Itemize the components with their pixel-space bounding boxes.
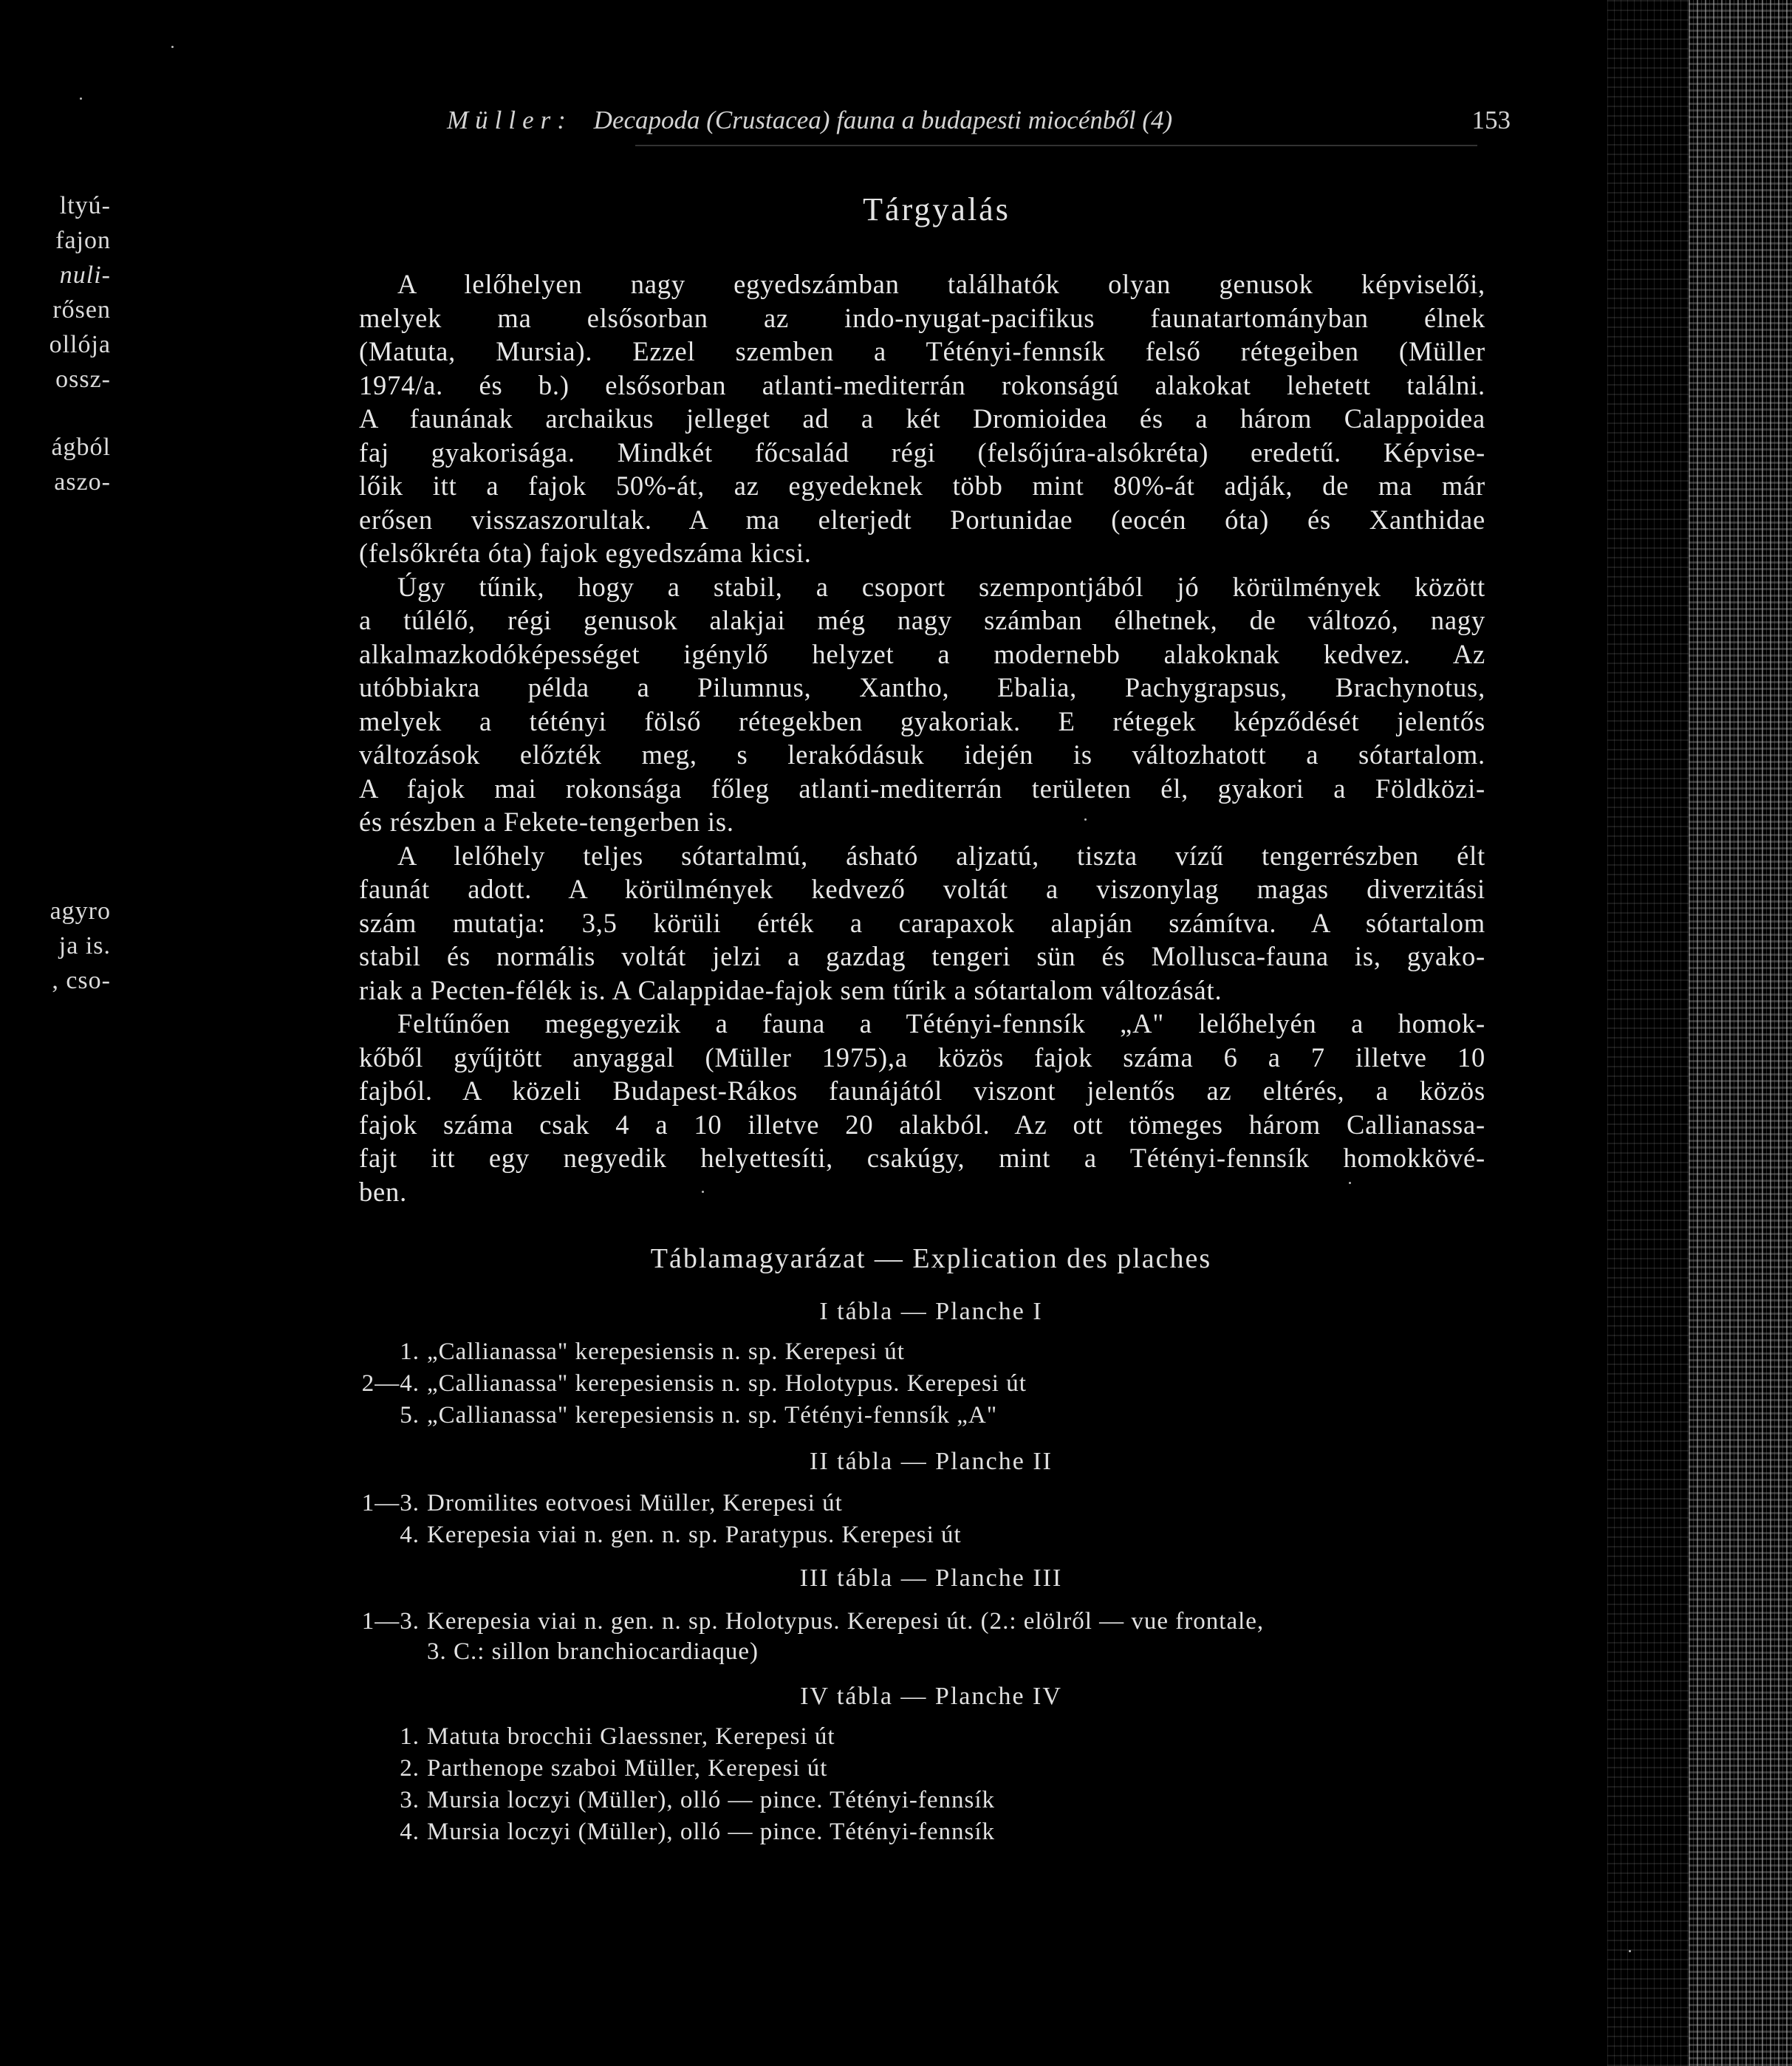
figure-caption: Matuta brocchii Glaessner, Kerepesi út <box>427 1723 835 1750</box>
running-header <box>447 106 1511 147</box>
text-line: stabil és normális voltát jelzi a gazdag tengeri sün és Mollusca-fauna is, gyako- <box>359 941 1485 971</box>
fragment: fajon <box>55 227 111 254</box>
scan-edge-fade <box>1607 0 1689 2066</box>
figure-caption: Mursia loczyi (Müller), olló — pince. Tétényi-fennsík <box>427 1787 996 1813</box>
scan-speck <box>1629 1950 1631 1952</box>
plate-caption-line <box>318 1819 995 1846</box>
plate-caption-line <box>318 1370 1027 1398</box>
figure-caption: Parthenope szaboi Müller, Kerepesi út <box>427 1755 828 1782</box>
fragment: ollója <box>49 331 111 358</box>
figure-number: 2—4. <box>361 1370 420 1397</box>
text-line: A lelőhely teljes sótartalmú, ásható aljzatú, tiszta vízű tengerrészben élt <box>397 840 1485 871</box>
plate-caption-line <box>318 1723 835 1751</box>
figure-number: 1—3. <box>361 1608 420 1635</box>
plate-heading <box>0 1564 1792 1593</box>
text-line: és részben a Fekete-tengerben is. <box>359 807 734 837</box>
text-line: fajok száma csak 4 a 10 illetve 20 alakból. Az ott tömeges három Callianassa- <box>359 1109 1485 1140</box>
text-line: melyek ma elsősorban az indo-nyugat-pacifikus faunatartományban élnek <box>359 302 1485 333</box>
scan-speck <box>80 98 82 100</box>
left-page-fragments <box>0 0 111 2066</box>
plate-heading-text: III tábla — Planche III <box>799 1564 1063 1592</box>
plate-heading-text: II tábla — Planche II <box>810 1448 1053 1475</box>
fragment: nuli- <box>59 261 111 289</box>
scan-speck <box>1349 1182 1351 1184</box>
fragment: , cso- <box>52 967 111 994</box>
fragment: ossz- <box>55 366 111 393</box>
plate-heading-text: IV tábla — Planche IV <box>800 1683 1062 1710</box>
text-line: fajt itt egy negyedik helyettesíti, csakúgy, mint a Tétényi-fennsík homokkövé- <box>359 1143 1485 1173</box>
plate-caption-line <box>318 1522 962 1549</box>
fragment: ja is. <box>58 932 111 960</box>
text-line: lőik itt a fajok 50%-át, az egyedeknek több mint 80%-át adják, de ma már <box>359 471 1485 501</box>
text-line: (Matuta, Mursia). Ezzel szemben a Tétényi-fennsík felső rétegeiben (Müller <box>359 336 1485 366</box>
plate-caption-line <box>318 1402 997 1429</box>
plate-heading <box>0 1448 1792 1476</box>
scan-speck <box>702 1191 704 1193</box>
text-line: ben. <box>359 1176 408 1207</box>
figure-number: 1—3. <box>361 1490 420 1516</box>
figure-caption: Kerepesia viai n. gen. n. sp. Paratypus. Kerepesi út <box>427 1522 962 1548</box>
text-line: erősen visszaszorultak. A ma elterjedt Portunidae (eocén óta) és Xanthidae <box>359 504 1485 535</box>
figure-caption: Dromilites eotvoesi Müller, Kerepesi út <box>427 1490 843 1516</box>
plates-title-text: Táblamagyarázat — Explication des plaches <box>650 1243 1212 1274</box>
figure-caption: Kerepesia viai n. gen. n. sp. Holotypus. Kerepesi út. (2.: elölről — vue frontale, <box>427 1608 1265 1635</box>
text-line: riak a Pecten-félék is. A Calappidae-fajok sem tűrik a sótartalom változását. <box>359 974 1222 1005</box>
header-author: Müller: <box>447 106 572 134</box>
body-text <box>359 267 1485 1208</box>
plate-caption-line <box>318 1638 759 1666</box>
figure-number: 4. <box>400 1819 420 1845</box>
plate-caption-line <box>318 1608 1264 1635</box>
figure-caption: 3. C.: sillon branchiocardiaque) <box>427 1638 759 1665</box>
plate-heading <box>0 1298 1792 1326</box>
header-title: Decapoda (Crustacea) fauna a budapesti miocénből (4) <box>593 106 1173 134</box>
text-line: fajból. A közeli Budapest-Rákos faunájától viszont jelentős az eltérés, a közös <box>359 1075 1485 1106</box>
section-title-text: Tárgyalás <box>863 191 1010 228</box>
text-line: Úgy tűnik, hogy a stabil, a csoport szempontjából jó körülmények között <box>397 571 1485 602</box>
text-line: faj gyakorisága. Mindkét főcsalád régi (felsőjúra-alsókréta) eredetű. Képvise- <box>359 437 1485 468</box>
text-line: A lelőhelyen nagy egyedszámban találhatók olyan genusok képviselői, <box>397 269 1485 299</box>
fragment: aszo- <box>54 468 111 496</box>
text-line: A fajok mai rokonsága főleg atlanti-mediterrán területen él, gyakori a Földközi- <box>359 773 1485 804</box>
figure-caption: Mursia loczyi (Müller), olló — pince. Tétényi-fennsík <box>427 1819 996 1845</box>
text-line: Feltűnően megegyezik a fauna a Tétényi-fennsík „A" lelőhelyén a homok- <box>397 1008 1485 1039</box>
figure-caption: „Callianassa" kerepesiensis n. sp. Holotypus. Kerepesi út <box>427 1370 1027 1397</box>
figure-caption: „Callianassa" kerepesiensis n. sp. Kerepesi út <box>427 1338 905 1365</box>
text-line: kőből gyűjtött anyaggal (Müller 1975),a közös fajok száma 6 a 7 illetve 10 <box>359 1041 1485 1073</box>
fragment: ltyú- <box>59 192 111 219</box>
plate-heading-text: I tábla — Planche I <box>819 1298 1043 1325</box>
text-line: szám mutatja: 3,5 körüli érték a carapaxok alapján számítva. A sótartalom <box>359 907 1485 938</box>
header-rule <box>635 145 1477 146</box>
text-line: (felsőkréta óta) fajok egyedszáma kicsi. <box>359 538 812 568</box>
figure-number: 5. <box>400 1402 420 1429</box>
text-line: 1974/a. és b.) elsősorban atlanti-mediterrán rokonságú alakokat lehetett találni. <box>359 369 1485 400</box>
fragment: ágból <box>51 434 111 461</box>
plates-title <box>0 1242 1792 1275</box>
page-number: 153 <box>1471 106 1511 134</box>
plate-heading <box>0 1683 1792 1711</box>
fragment: rősen <box>52 296 111 324</box>
scan-speck <box>1084 818 1087 821</box>
figure-number: 3. <box>400 1787 420 1813</box>
figure-caption: „Callianassa" kerepesiensis n. sp. Tétényi-fennsík „A" <box>427 1402 998 1429</box>
figure-number: 4. <box>400 1522 420 1548</box>
plate-caption-line <box>318 1787 995 1814</box>
text-line: melyek a tétényi fölső rétegekben gyakoriak. E rétegek képződését jelentős <box>359 705 1485 736</box>
scan-speck <box>171 46 174 48</box>
text-line: faunát adott. A körülmények kedvező voltát a viszonylag magas diverzitási <box>359 874 1485 904</box>
section-title <box>0 191 1792 228</box>
plate-caption-line <box>318 1490 843 1517</box>
fragment: agyro <box>49 897 111 925</box>
text-line: változások előzték meg, s lerakódásuk idején is változhatott a sótartalom. <box>359 739 1485 770</box>
plate-caption-line <box>318 1755 827 1782</box>
text-line: alkalmazkodóképességet igénylő helyzet a modernebb alakoknak kedvez. Az <box>359 638 1485 669</box>
text-line: a túlélő, régi genusok alakjai még nagy számban élhetnek, de változó, nagy <box>359 605 1485 635</box>
figure-number: 1. <box>400 1338 420 1365</box>
figure-number: 1. <box>400 1723 420 1750</box>
text-line: A faunának archaikus jelleget ad a két Dromioidea és a három Calappoidea <box>359 403 1485 434</box>
text-line: utóbbiakra példa a Pilumnus, Xantho, Ebalia, Pachygrapsus, Brachynotus, <box>359 672 1485 702</box>
figure-number: 2. <box>400 1755 420 1782</box>
scan-edge-noise <box>1689 0 1792 2066</box>
plate-caption-line <box>318 1338 905 1366</box>
